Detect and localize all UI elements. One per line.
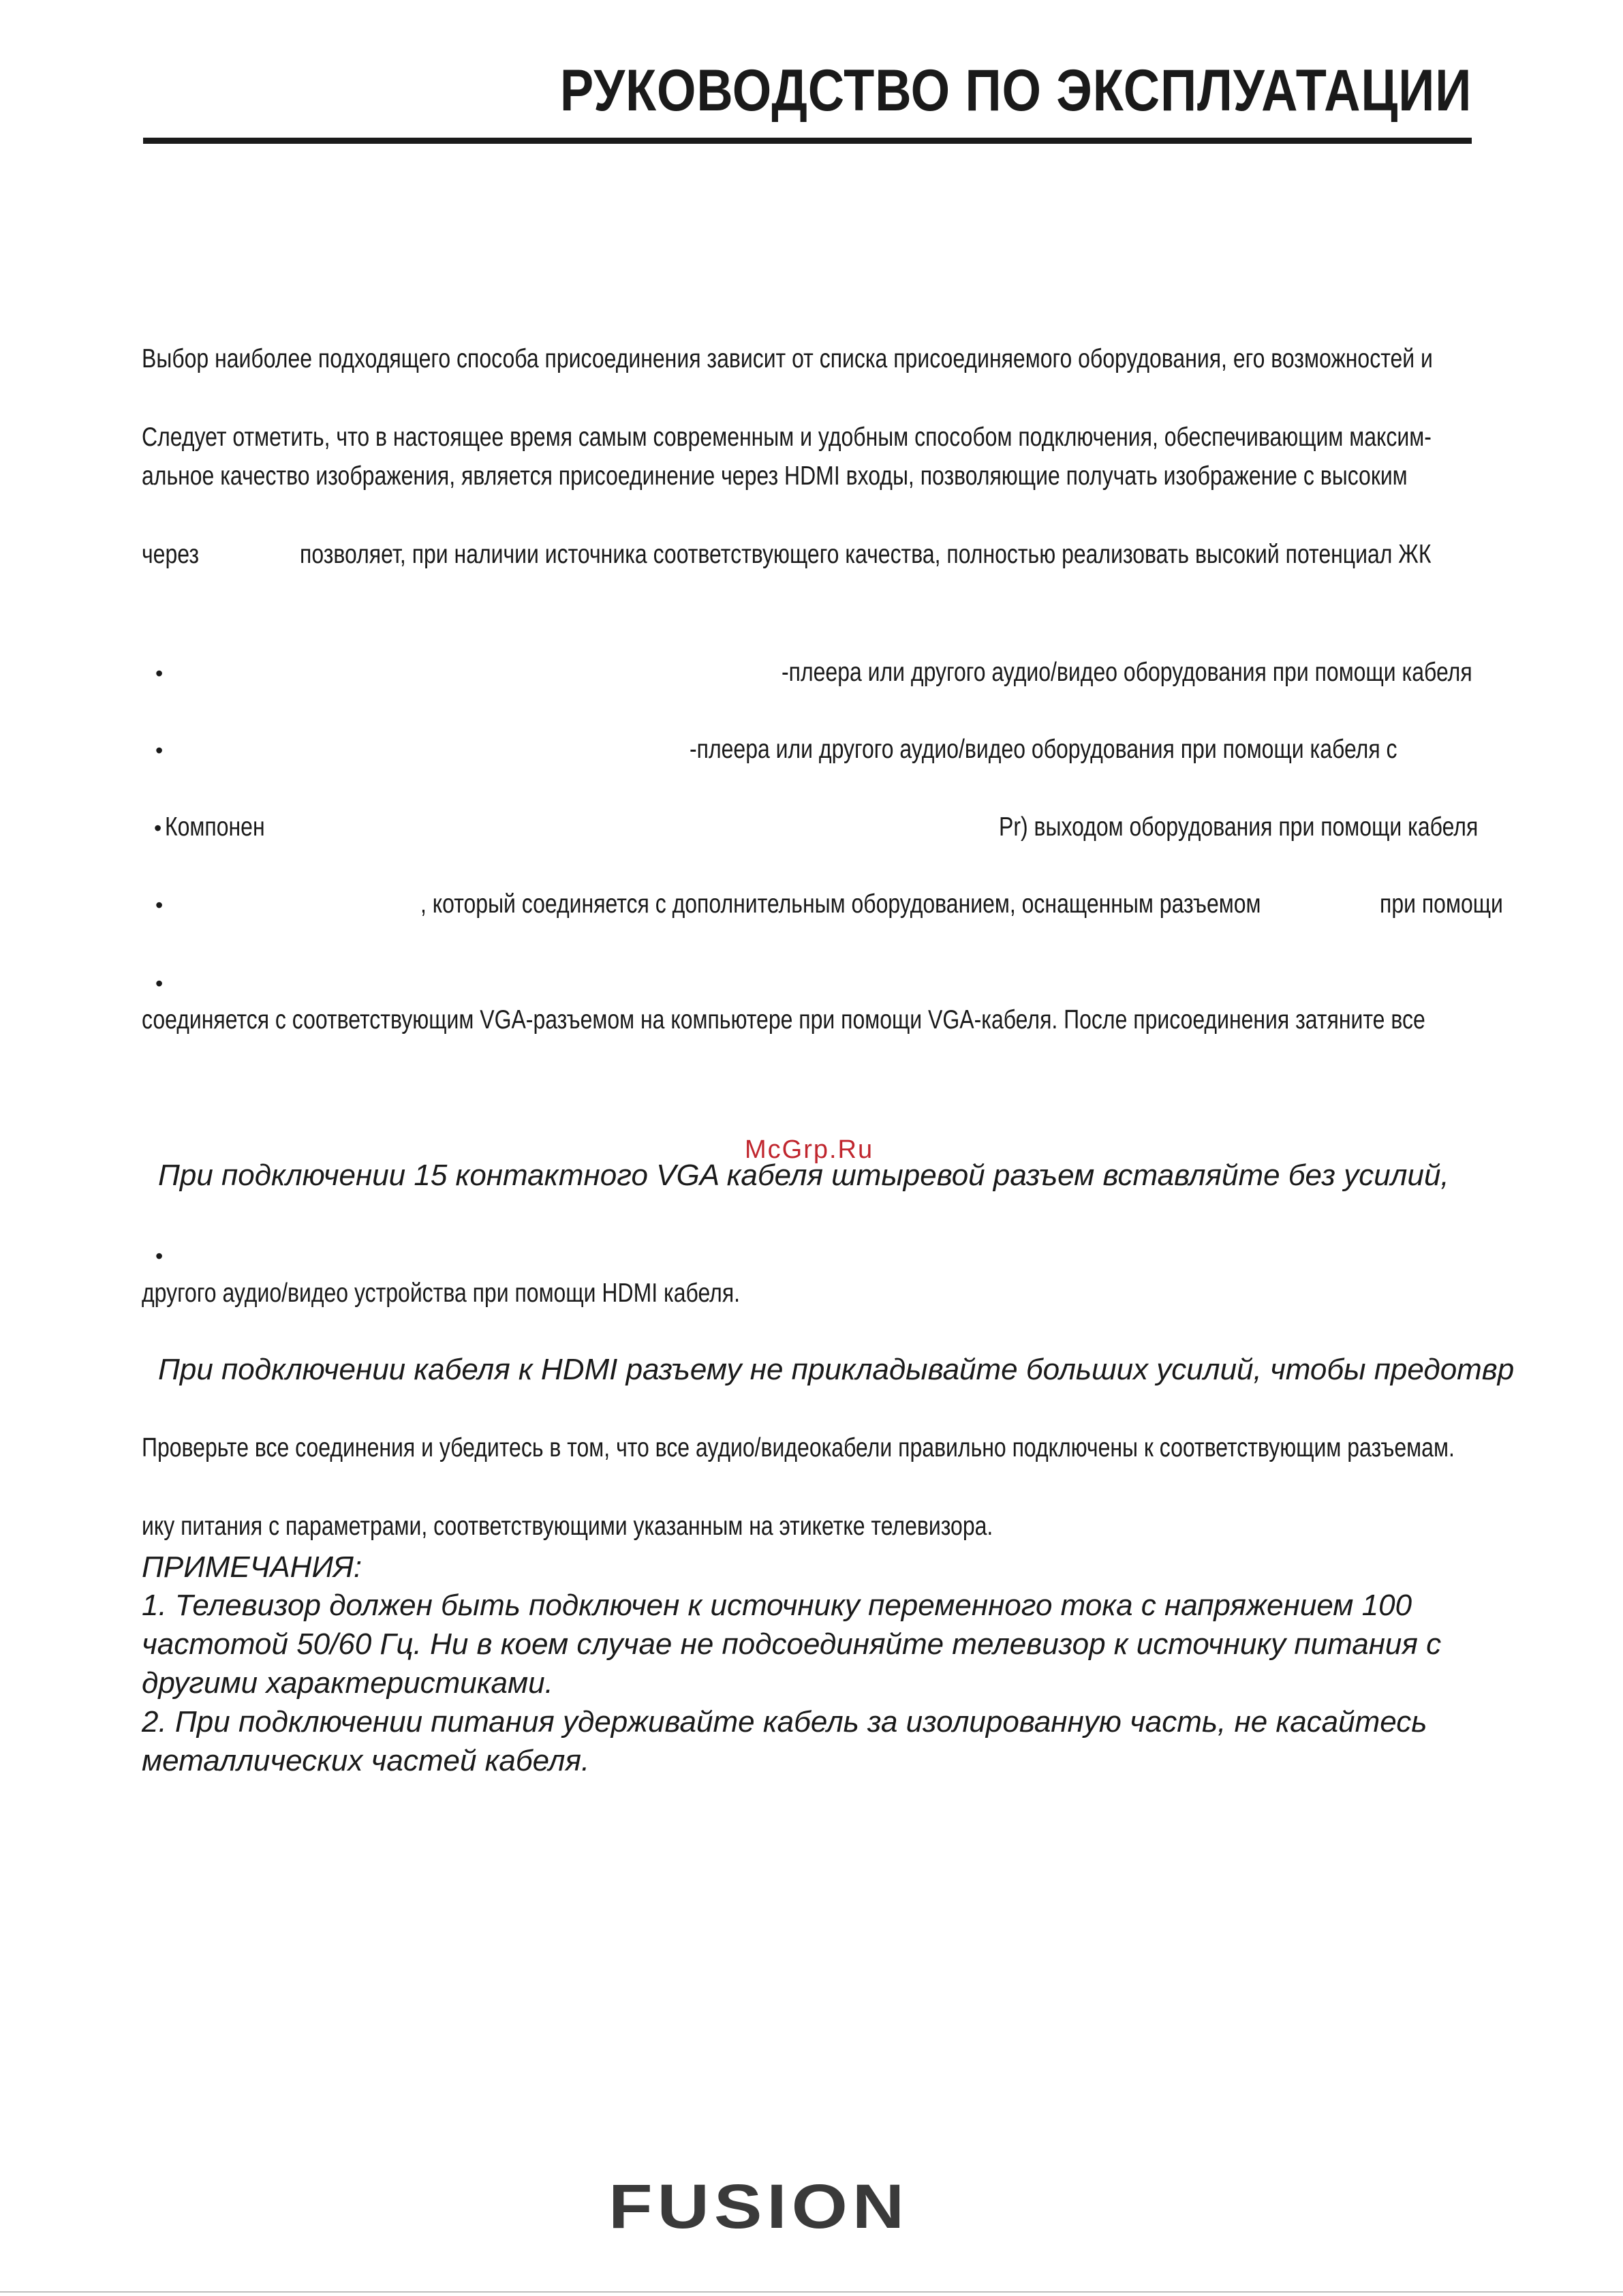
list-item: при помощи: [1380, 889, 1503, 919]
list-item: , который соединяется с дополнительным оборудованием, оснащенным разъемом: [420, 889, 1261, 919]
note-line: другими характеристиками.: [142, 1666, 553, 1700]
paragraph-line: Выбор наиболее подходящего способа присоединения зависит от списка присоединяемого оборудования, его возможностей и: [142, 344, 1433, 373]
italic-note: При подключении кабеля к HDMI разъему не прикладывайте больших усилий, чтобы предотвр: [158, 1353, 1515, 1386]
footer-divider: [0, 2291, 1623, 2293]
paragraph-line: позволяет, при наличии источника соответствующего качества, полностью реализовать высокий потенциал ЖК: [300, 540, 1432, 569]
bullet-marker: •: [155, 1244, 164, 1268]
fusion-logo: FUSION: [608, 2172, 910, 2241]
paragraph-line: другого аудио/видео устройства при помощи HDMI кабеля.: [142, 1279, 741, 1308]
note-line: 1. Телевизор должен быть подключен к источнику переменного тока с напряжением 100: [142, 1589, 1412, 1622]
italic-note: При подключении 15 контактного VGA кабеля штыревой разъем вставляйте без усилий,: [158, 1159, 1449, 1192]
page-title: РУКОВОДСТВО ПО ЭКСПЛУАТАЦИИ: [559, 58, 1472, 123]
title-divider: [143, 138, 1472, 144]
paragraph-line: соединяется с соответствующим VGA-разъемом на компьютере при помощи VGA-кабеля. После присоединения затяните все: [142, 1005, 1425, 1035]
list-item: -плеера или другого аудио/видео оборудования при помощи кабеля: [782, 658, 1472, 687]
paragraph-line: Следует отметить, что в настоящее время самым современным и удобным способом подключения, обеспечивающим максим-: [142, 423, 1432, 452]
paragraph-line: через: [142, 540, 199, 569]
bullet-marker: •: [154, 816, 162, 840]
list-item: Pr) выходом оборудования при помощи кабеля: [999, 812, 1479, 842]
paragraph-line: Проверьте все соединения и убедитесь в том, что все аудио/видеокабели правильно подключены к соответствующим разъемам.: [142, 1433, 1455, 1463]
list-item: Компонен: [165, 812, 265, 842]
note-line: частотой 50/60 Гц. Ни в коем случае не подсоединяйте телевизор к источнику питания с: [142, 1627, 1442, 1661]
watermark: McGrp.Ru: [745, 1135, 874, 1164]
paragraph-line: альное качество изображения, является присоединение через HDMI входы, позволяющие получать изображение с высоким: [142, 461, 1408, 491]
bullet-marker: •: [155, 893, 164, 917]
note-line: металлических частей кабеля.: [142, 1744, 590, 1777]
bullet-marker: •: [155, 661, 164, 686]
notes-heading: ПРИМЕЧАНИЯ:: [142, 1550, 362, 1584]
note-line: 2. При подключении питания удерживайте кабель за изолированную часть, не касайтесь: [142, 1705, 1427, 1739]
paragraph-line: ику питания с параметрами, соответствующими указанным на этикетке телевизора.: [142, 1512, 993, 1541]
bullet-marker: •: [155, 738, 164, 763]
bullet-marker: •: [155, 971, 164, 996]
list-item: -плеера или другого аудио/видео оборудования при помощи кабеля с: [690, 735, 1397, 764]
